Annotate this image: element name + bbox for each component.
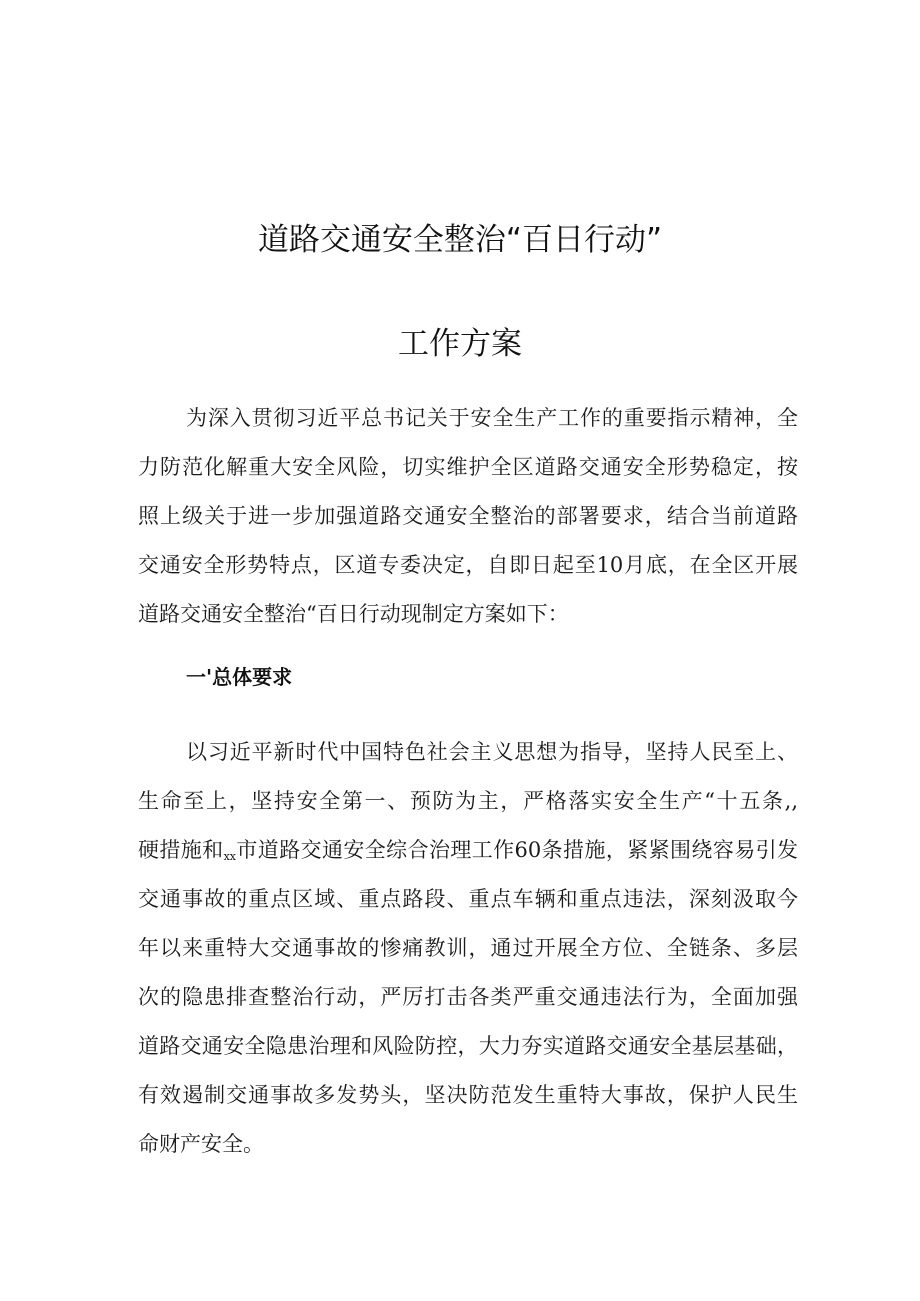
intro-line-1: 为深入贯彻习近平总书记关于安全生产工作的重要指示精神，全 bbox=[186, 406, 798, 430]
section1-line-6: 次的隐患排查整治行动，严厉打击各类严重交通违法行为，全面加强 bbox=[138, 985, 798, 1009]
section1-line-9: 命财产安全。 bbox=[138, 1132, 264, 1156]
section1-line-3-pre: 硬措施和 bbox=[138, 838, 224, 862]
section1-line-3 bbox=[138, 834, 798, 864]
document-title-line-1: 道路交通安全整治“百日行动” bbox=[257, 222, 663, 258]
section1-line-8: 有效遏制交通事故多发势头，坚决防范发生重特大事故，保护人民生 bbox=[138, 1083, 798, 1107]
section1-line-2: 生命至上，坚持安全第一、预防为主，严格落实安全生产“十五条,, bbox=[138, 789, 798, 813]
intro-line-5: 道路交通安全整治“百日行动现制定方案如下： bbox=[138, 602, 569, 626]
intro-line-3: 照上级关于进一步加强道路交通安全整治的部署要求，结合当前道路 bbox=[138, 504, 798, 528]
intro-line-2: 力防范化解重大安全风险，切实维护全区道路交通安全形势稳定，按 bbox=[138, 455, 798, 479]
section1-line-3-post: 市道路交通安全综合治理工作60条措施，紧紧围绕容易引发 bbox=[236, 838, 798, 862]
section1-line-3-sub: xx bbox=[223, 850, 237, 863]
section1-line-5: 年以来重特大交通事故的惨痛教训，通过开展全方位、全链条、多层 bbox=[138, 936, 798, 960]
section1-line-7: 道路交通安全隐患治理和风险防控，大力夯实道路交通安全基层基础， bbox=[138, 1034, 798, 1058]
section-heading-general-requirements: 一'总体要求 bbox=[186, 665, 293, 689]
intro-line-4: 交通安全形势特点，区道专委决定，自即日起至10月底，在全区开展 bbox=[138, 553, 798, 577]
section1-line-4: 交通事故的重点区域、重点路段、重点车辆和重点违法，深刻汲取今 bbox=[138, 887, 798, 911]
document-title-line-2: 工作方案 bbox=[398, 326, 522, 362]
section1-line-1: 以习近平新时代中国特色社会主义思想为指导，坚持人民至上、 bbox=[186, 740, 798, 764]
